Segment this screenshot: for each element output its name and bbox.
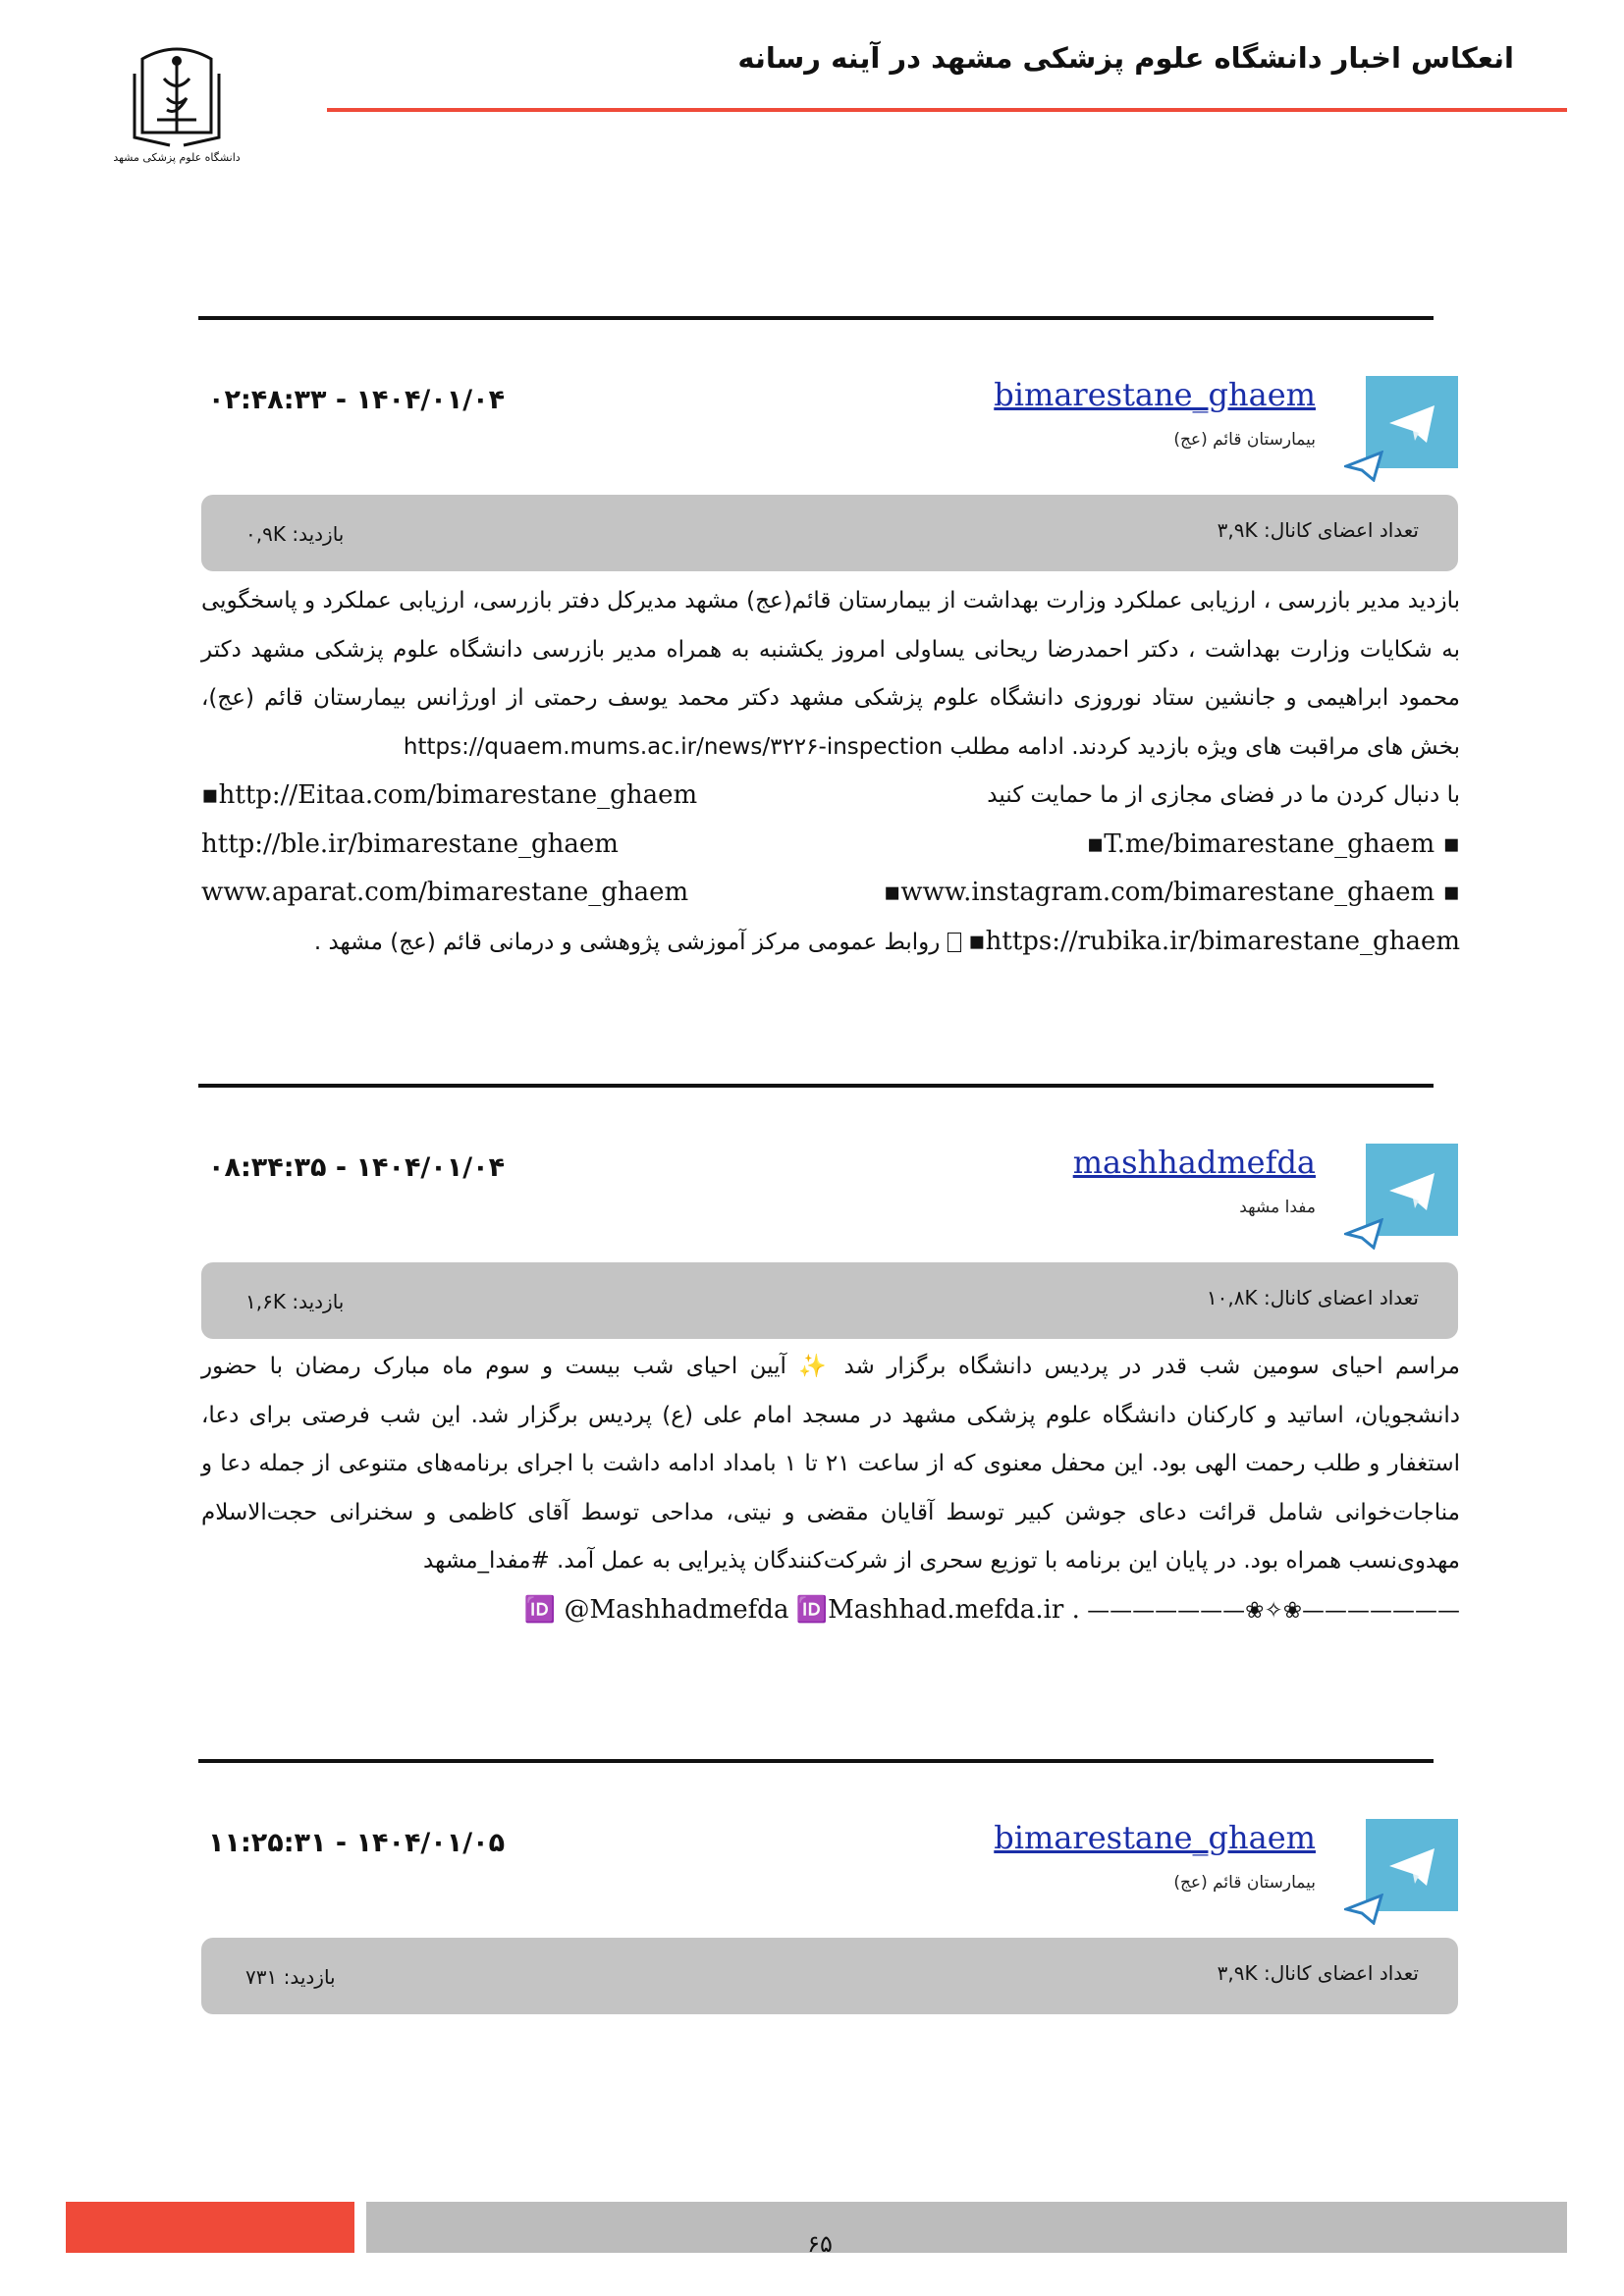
footer-accent-bar: [66, 2202, 354, 2253]
post-datetime: ۱۴۰۴/۰۱/۰۴ - ۰۸:۳۴:۳۵: [208, 1152, 506, 1183]
telegram-icon: [1366, 1819, 1458, 1911]
post-text: بازدید مدیر بازرسی ، ارزیابی عملکرد وزارت بهداشت از بیمارستان قائم(عج) مشهد مدیرکل دفتر بازرسی، ارزیابی عملکرد و پاسخگویی به شکایات وزارت بهداشت ، دکتر احمدرضا ریحانی یساولی امروز یکشنبه به همراه مدیر بازرسی دانشگاه علوم پزشکی مشهد دکتر محمود ابراهیمی و جانشین ستاد نوروزی دانشگاه علوم پزشکی مشهد دکتر محمد یوسف رحمتی از اورژانس بیمارستان قائم (عج)، بخش های مراقبت های ویژه بازدید کردند. ادامه مطلب https://quaem.mums.ac.ir/news/۳۲۲۶-inspection: [201, 588, 1460, 760]
logo-caption: دانشگاه علوم پزشکی مشهد: [113, 151, 241, 164]
post-body: [201, 577, 1460, 967]
channel-name: مفدا مشهد: [1239, 1198, 1316, 1217]
telegram-icon: [1366, 1144, 1458, 1236]
view-count: بازدید: ۱,۶K: [245, 1290, 345, 1313]
website-link[interactable]: 🆔Mashhad.mefda.ir .: [795, 1594, 1080, 1625]
post-body: [201, 1343, 1460, 1635]
channel-name: بیمارستان قائم (عج): [1173, 430, 1316, 450]
channel-handle[interactable]: 🆔 @Mashhadmefda: [523, 1594, 789, 1625]
eitaa-link[interactable]: ▪http://Eitaa.com/bimarestane_ghaem: [201, 780, 698, 810]
university-logo: [113, 39, 241, 167]
post-divider: [198, 316, 1434, 320]
divider-ornament: ———————❀✧❀———————: [1087, 1597, 1460, 1624]
bale-link[interactable]: http://ble.ir/bimarestane_ghaem: [201, 828, 619, 859]
channel-name: بیمارستان قائم (عج): [1173, 1873, 1316, 1893]
rubika-link[interactable]: ▪https://rubika.ir/bimarestane_ghaem: [968, 926, 1460, 956]
channel-link[interactable]: mashhadmefda: [1072, 1144, 1316, 1181]
post-datetime: ۱۴۰۴/۰۱/۰۴ - ۰۲:۴۸:۳۳: [208, 385, 506, 415]
channel-members: تعداد اعضای کانال: ۳,۹K: [1217, 518, 1419, 542]
aparat-link[interactable]: www.aparat.com/bimarestane_ghaem: [201, 878, 689, 907]
stats-bar: [201, 1938, 1458, 2014]
channel-link[interactable]: bimarestane_ghaem: [994, 1819, 1316, 1856]
stats-bar: [201, 1262, 1458, 1339]
footer-bar: [366, 2202, 1567, 2253]
page-number: ۶۵: [807, 2230, 833, 2258]
post-text: مراسم احیای سومین شب قدر در پردیس دانشگاه برگزار شد ✨ آیین احیای شب بیست و سوم ماه مبارک رمضان با حضور دانشجویان، اساتید و کارکنان دانشگاه علوم پزشکی مشهد در مسجد امام علی (ع) پردیس برگزار شد. این شب فرصتی برای دعا، استغفار و طلب رحمت الهی بود. این محفل معنوی که از ساعت ۲۱ تا ۱ بامداد ادامه داشت با اجرای برنامه‌های متنوعی از جمله دعا و مناجات‌خوانی شامل قرائت دعای جوشن کبیر توسط آقایان مقضی و نیتی، مداحی توسط آقای کاظمی و سخنرانی حجت‌الاسلام مهدوی‌نسب همراه بود. در پایان این برنامه با توزیع سحری از شرکت‌کنندگان پذیرایی به عمل آمد. #مفدا_مشهد: [201, 1354, 1460, 1574]
post-datetime: ۱۴۰۴/۰۱/۰۵ - ۱۱:۲۵:۳۱: [208, 1828, 506, 1858]
channel-members: تعداد اعضای کانال: ۱۰,۸K: [1206, 1286, 1419, 1309]
closing-text: روابط عمومی مرکز آموزشی پژوهشی و درمانی قائم (عج) مشهد .: [313, 929, 941, 955]
view-count: بازدید: ۷۳۱: [245, 1965, 336, 1989]
header-divider: [327, 108, 1567, 112]
post-divider: [198, 1759, 1434, 1763]
page-title: انعکاس اخبار دانشگاه علوم پزشکی مشهد در آینه رسانه: [737, 41, 1514, 75]
instagram-link[interactable]: ▪www.instagram.com/bimarestane_ghaem ▪: [883, 878, 1460, 907]
view-count: بازدید: ۰,۹K: [245, 522, 345, 546]
telegram-icon: [1366, 376, 1458, 468]
stats-bar: [201, 495, 1458, 571]
telegram-link[interactable]: ▪T.me/bimarestane_ghaem ▪: [1086, 828, 1460, 859]
box-glyph-icon: [947, 933, 961, 952]
support-text: با دنبال کردن ما در فضای مجازی از ما حمایت کنید: [987, 782, 1460, 808]
post-divider: [198, 1084, 1434, 1088]
channel-link[interactable]: bimarestane_ghaem: [994, 376, 1316, 413]
channel-members: تعداد اعضای کانال: ۳,۹K: [1217, 1961, 1419, 1985]
